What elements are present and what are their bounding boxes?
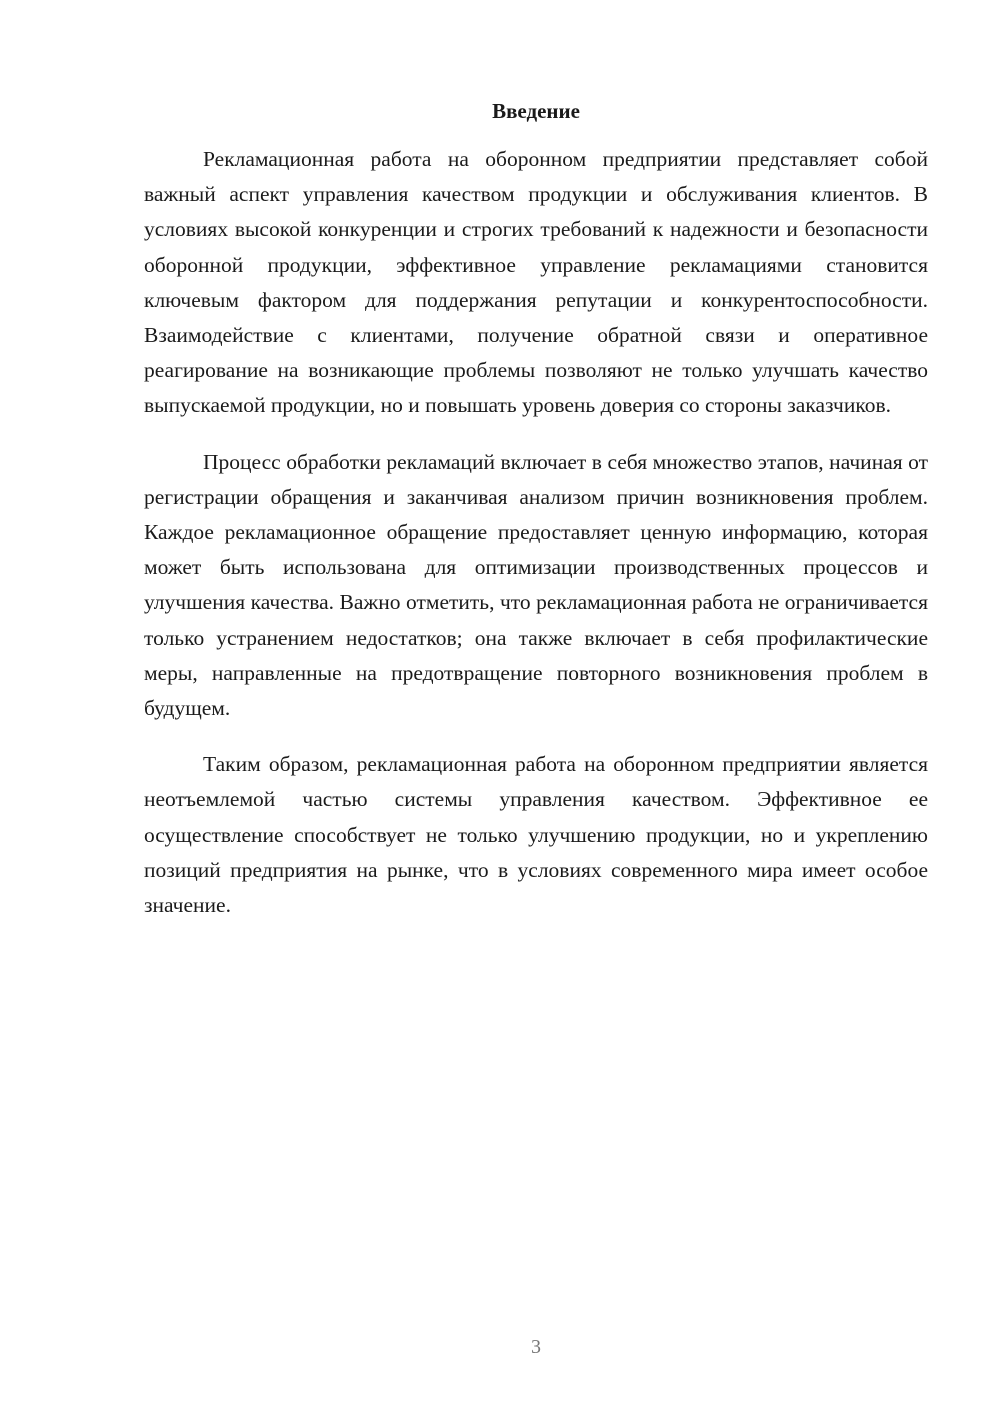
page-number: 3 xyxy=(531,1336,541,1358)
body-text xyxy=(144,142,928,944)
paragraph-1: Рекламационная работа на оборонном предприятии представляет собой важный аспект управления качеством продукции и обслуживания клиентов. В условиях высокой конкуренции и строгих требований к надежности и безопасности оборонной продукции, эффективное управление рекламациями становится ключевым фактором для поддержания репутации и конкурентоспособности. Взаимодействие с клиентами, получение обратной связи и оперативное реагирование на возникающие проблемы позволяют не только улучшать качество выпускаемой продукции, но и повышать уровень доверия со стороны заказчиков. xyxy=(144,147,928,418)
paragraph-2: Процесс обработки рекламаций включает в себя множество этапов, начиная от регистрации обращения и заканчивая анализом причин возникновения проблем. Каждое рекламационное обращение предоставляет ценную информацию, которая может быть использована для оптимизации производственных процессов и улучшения качества. Важно отметить, что рекламационная работа не ограничивается только устранением недостатков; она также включает в себя профилактические меры, направленные на предотвращение повторного возникновения проблем в будущем. xyxy=(144,449,928,721)
section-heading: Введение xyxy=(492,99,580,123)
paragraph-3: Таким образом, рекламационная работа на оборонном предприятии является неотъемлемой частью системы управления качеством. Эффективное ее осуществление способствует не только улучшению продукции, но и укреплению позиций предприятия на рынке, что в условиях современного мира имеет особое значение. xyxy=(144,752,928,918)
